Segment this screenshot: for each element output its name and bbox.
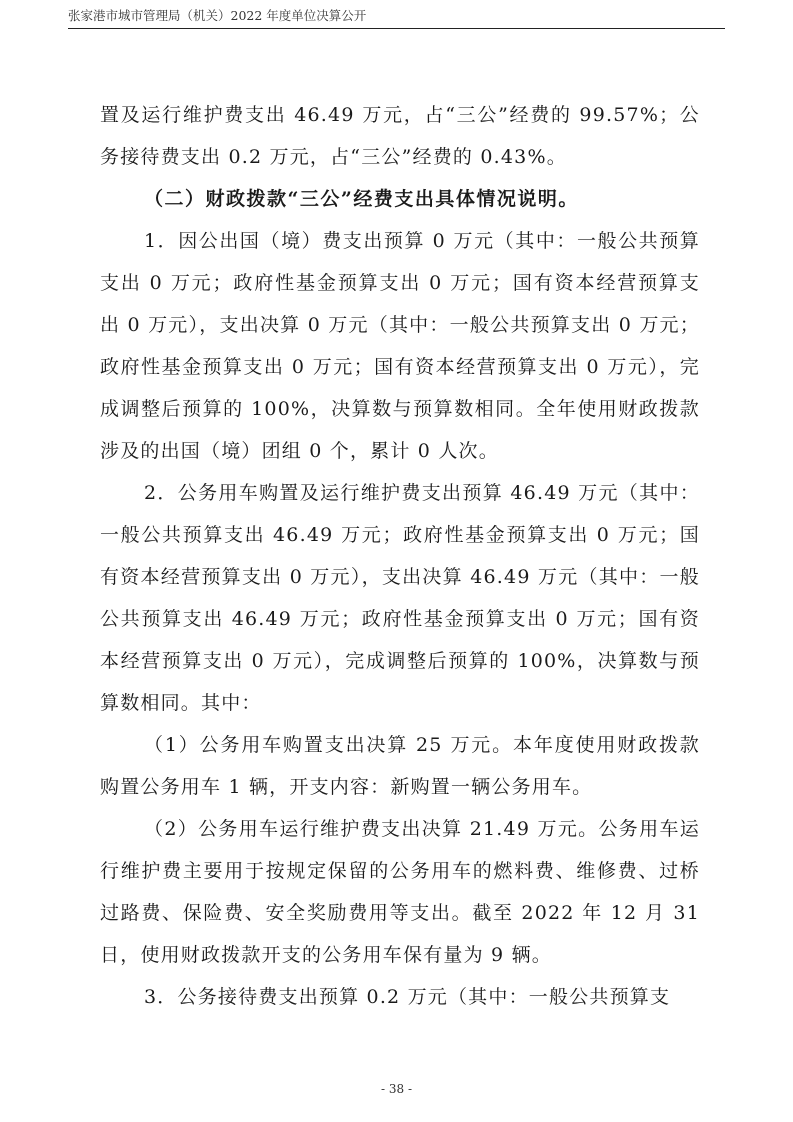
header-rule	[68, 28, 725, 29]
paragraph-overseas-travel: 1．因公出国（境）费支出预算 0 万元（其中：一般公共预算支出 0 万元；政府性基金预算支出 0 万元；国有资本经营预算支出 0 万元），支出决算 0 万元（其中：一般公共预算支出 0 万元；政府性基金预算支出 0 万元；国有资本经营预算支出 0 万元），完成调整后预算的 100%，决算数与预算数相同。全年使用财政拨款涉及的出国（境）团组 0 个，累计 0 人次。	[100, 230, 700, 462]
paragraph-continuation: 置及运行维护费支出 46.49 万元，占“三公”经费的 99.57%；公务接待费支出 0.2 万元，占“三公”经费的 0.43%。	[100, 104, 700, 168]
section-subheading: （二）财政拨款“三公”经费支出具体情况说明。	[144, 188, 579, 210]
page-number: - 38 -	[380, 1082, 412, 1096]
paragraph-reception: 3．公务接待费支出预算 0.2 万元（其中：一般公共预算支	[144, 986, 671, 1008]
paragraph-official-vehicles: 2．公务用车购置及运行维护费支出预算 46.49 万元（其中：一般公共预算支出 46.49 万元；政府性基金预算支出 0 万元；国有资本经营预算支出 0 万元），支出决算 46.49 万元（其中：一般公共预算支出 46.49 万元；政府性基金预算支出 0 万元；国有资本经营预算支出 0 万元），完成调整后预算的 100%，决算数与预算数相同。其中：	[100, 482, 700, 714]
paragraph-vehicle-maintenance: （2）公务用车运行维护费支出决算 21.49 万元。公务用车运行维护费主要用于按规定保留的公务用车的燃料费、维修费、过桥过路费、保险费、安全奖励费用等支出。截至 2022 年 12 月 31 日，使用财政拨款开支的公务用车保有量为 9 辆。	[100, 818, 700, 966]
paragraph-vehicle-purchase: （1）公务用车购置支出决算 25 万元。本年度使用财政拨款购置公务用车 1 辆，开支内容：新购置一辆公务用车。	[100, 734, 700, 798]
document-body	[100, 94, 700, 1018]
document-header: 张家港市城市管理局（机关）2022 年度单位决算公开	[68, 8, 367, 23]
